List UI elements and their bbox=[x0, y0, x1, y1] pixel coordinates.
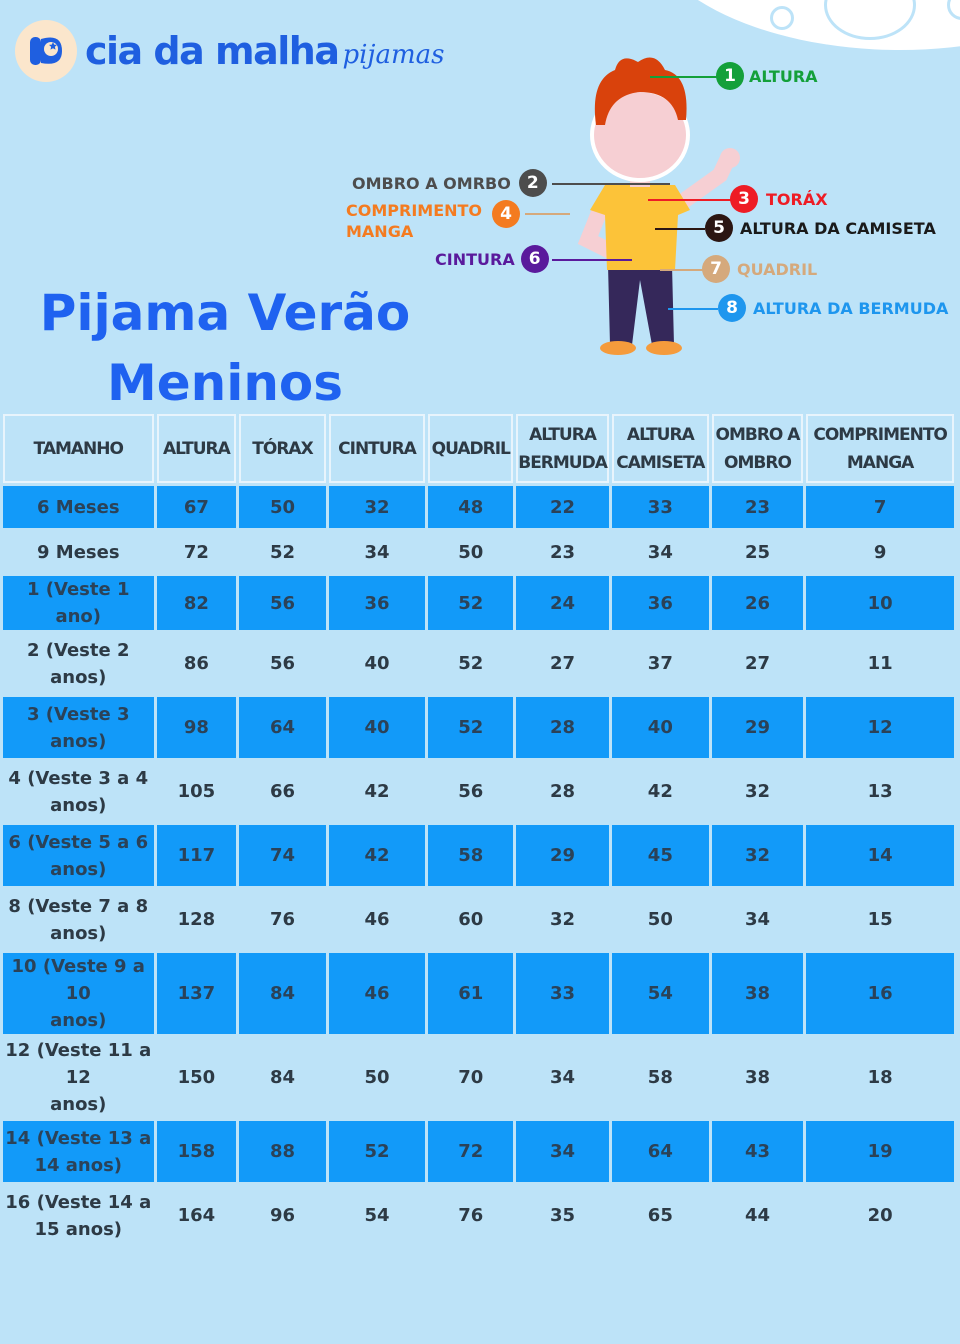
value-cell: 38 bbox=[744, 1067, 771, 1088]
value-cell: 72 bbox=[183, 541, 209, 563]
table-row bbox=[3, 889, 954, 950]
value-cell: 32 bbox=[550, 909, 576, 930]
leader-line bbox=[650, 76, 718, 78]
value-cell: 36 bbox=[612, 576, 709, 630]
size-cell: 14 (Veste 13 a 14 anos) bbox=[3, 1121, 154, 1182]
value-cell: 42 bbox=[647, 781, 673, 802]
value-cell: 117 bbox=[157, 825, 237, 886]
value-cell: 19 bbox=[806, 1121, 954, 1182]
value-cell: 54 bbox=[612, 953, 709, 1034]
value-cell: 29 bbox=[516, 825, 609, 886]
value-cell: 137 bbox=[157, 953, 237, 1034]
value-cell: 56 bbox=[239, 576, 325, 630]
value-cell: 9 bbox=[873, 541, 887, 563]
value-cell: 42 bbox=[329, 825, 426, 886]
value-cell: 61 bbox=[428, 953, 513, 1034]
value-cell: 24 bbox=[516, 576, 609, 630]
value-cell: 66 bbox=[269, 781, 296, 802]
leader-line bbox=[668, 308, 718, 310]
value-cell: 50 bbox=[364, 1067, 390, 1088]
callout-ombro bbox=[352, 169, 547, 197]
value-cell: 65 bbox=[647, 1205, 673, 1226]
title-line-2: Meninos bbox=[106, 354, 344, 412]
header-cintura: CINTURA bbox=[329, 414, 426, 483]
number-badge: 3 bbox=[730, 185, 758, 213]
callout-manga bbox=[346, 200, 520, 242]
value-cell: 56 bbox=[269, 653, 296, 674]
value-cell: 67 bbox=[157, 486, 237, 528]
leader-line bbox=[525, 213, 570, 215]
value-cell: 25 bbox=[744, 541, 771, 563]
table-row bbox=[3, 1037, 954, 1118]
value-cell: 26 bbox=[712, 576, 803, 630]
value-cell: 86 bbox=[183, 653, 209, 674]
value-cell: 11 bbox=[867, 653, 893, 674]
header-quadril: QUADRIL bbox=[428, 414, 513, 483]
callout-altura-camiseta bbox=[705, 214, 936, 242]
value-cell: 27 bbox=[550, 653, 576, 674]
number-badge: 4 bbox=[492, 200, 520, 228]
value-cell: 12 bbox=[806, 697, 954, 758]
number-badge: 2 bbox=[519, 169, 547, 197]
number-badge: 8 bbox=[718, 294, 746, 322]
callout-label: CINTURA bbox=[435, 249, 515, 269]
value-cell: 98 bbox=[157, 697, 237, 758]
value-cell: 13 bbox=[867, 781, 893, 802]
header-tamanho: TAMANHO bbox=[3, 414, 154, 483]
value-cell: 23 bbox=[712, 486, 803, 528]
value-cell: 7 bbox=[806, 486, 954, 528]
value-cell: 45 bbox=[612, 825, 709, 886]
size-cell: 10 (Veste 9 a 10 anos) bbox=[3, 953, 154, 1034]
value-cell: 72 bbox=[428, 1121, 513, 1182]
value-cell: 28 bbox=[550, 781, 576, 802]
value-cell: 96 bbox=[269, 1205, 296, 1226]
table-header-row bbox=[3, 414, 954, 483]
size-cell: 9 Meses bbox=[36, 541, 120, 563]
value-cell: 34 bbox=[550, 1067, 576, 1088]
bubble-decoration bbox=[770, 6, 794, 30]
value-cell: 64 bbox=[612, 1121, 709, 1182]
value-cell: 60 bbox=[458, 909, 484, 930]
table-row bbox=[3, 761, 954, 822]
leader-line bbox=[655, 228, 705, 230]
value-cell: 36 bbox=[329, 576, 426, 630]
page-title bbox=[20, 278, 430, 418]
value-cell: 84 bbox=[269, 1067, 296, 1088]
leader-line bbox=[648, 199, 733, 201]
table-row bbox=[3, 825, 954, 886]
value-cell: 52 bbox=[428, 697, 513, 758]
value-cell: 52 bbox=[329, 1121, 426, 1182]
value-cell: 32 bbox=[329, 486, 426, 528]
number-badge: 7 bbox=[702, 255, 730, 283]
size-cell: 6 (Veste 5 a 6 anos) bbox=[3, 825, 154, 886]
callout-label: TORÁX bbox=[766, 189, 828, 209]
title-line-1: Pijama Verão bbox=[39, 284, 411, 342]
size-cell: 16 (Veste 14 a 15 anos) bbox=[5, 1191, 152, 1240]
value-cell: 52 bbox=[458, 653, 484, 674]
value-cell: 34 bbox=[647, 541, 673, 563]
value-cell: 84 bbox=[239, 953, 325, 1034]
value-cell: 22 bbox=[516, 486, 609, 528]
value-cell: 38 bbox=[712, 953, 803, 1034]
value-cell: 10 bbox=[806, 576, 954, 630]
value-cell: 40 bbox=[329, 697, 426, 758]
number-badge: 1 bbox=[716, 62, 744, 90]
callout-label: QUADRIL bbox=[737, 259, 818, 279]
table-row bbox=[3, 531, 954, 573]
callout-label: ALTURA bbox=[749, 66, 818, 86]
value-cell: 40 bbox=[364, 653, 390, 674]
header-ombro-a-ombro: OMBRO A OMBRO bbox=[712, 414, 803, 483]
value-cell: 150 bbox=[177, 1067, 216, 1088]
value-cell: 14 bbox=[806, 825, 954, 886]
value-cell: 15 bbox=[867, 909, 893, 930]
size-cell: 4 (Veste 3 a 4 anos) bbox=[8, 767, 149, 816]
size-cell: 8 (Veste 7 a 8 anos) bbox=[8, 895, 149, 944]
size-cell: 1 (Veste 1 ano) bbox=[3, 576, 154, 630]
header-altura: ALTURA bbox=[157, 414, 237, 483]
value-cell: 46 bbox=[364, 909, 390, 930]
callout-quadril bbox=[702, 255, 817, 283]
brand-logo bbox=[15, 20, 445, 82]
value-cell: 56 bbox=[458, 781, 484, 802]
number-badge: 6 bbox=[521, 245, 549, 273]
value-cell: 32 bbox=[744, 781, 771, 802]
value-cell: 18 bbox=[867, 1067, 893, 1088]
value-cell: 164 bbox=[177, 1205, 216, 1226]
header-comprimento-manga: COMPRIMENTO MANGA bbox=[806, 414, 954, 483]
size-cell: 12 (Veste 11 a 12 anos) bbox=[5, 1040, 152, 1115]
value-cell: 34 bbox=[516, 1121, 609, 1182]
value-cell: 52 bbox=[269, 541, 296, 563]
callout-altura-bermuda bbox=[718, 294, 948, 322]
value-cell: 35 bbox=[550, 1205, 576, 1226]
callout-altura bbox=[716, 62, 818, 90]
header-altura-bermuda: ALTURA BERMUDA bbox=[516, 414, 609, 483]
table-row bbox=[3, 633, 954, 694]
value-cell: 52 bbox=[428, 576, 513, 630]
value-cell: 50 bbox=[647, 909, 673, 930]
value-cell: 74 bbox=[239, 825, 325, 886]
value-cell: 76 bbox=[458, 1205, 484, 1226]
size-cell: 2 (Veste 2 anos) bbox=[27, 639, 130, 688]
value-cell: 54 bbox=[364, 1205, 390, 1226]
value-cell: 88 bbox=[239, 1121, 325, 1182]
size-cell: 6 Meses bbox=[3, 486, 154, 528]
callout-cintura bbox=[435, 245, 549, 273]
header-altura-camiseta: ALTURA CAMISETA bbox=[612, 414, 709, 483]
value-cell: 128 bbox=[177, 909, 216, 930]
table-row bbox=[3, 953, 954, 1034]
value-cell: 33 bbox=[612, 486, 709, 528]
value-cell: 16 bbox=[806, 953, 954, 1034]
value-cell: 64 bbox=[239, 697, 325, 758]
callout-label: OMBRO A OMRBO bbox=[352, 173, 511, 193]
brand-subtitle: pijamas bbox=[342, 40, 445, 70]
value-cell: 32 bbox=[712, 825, 803, 886]
table-row bbox=[3, 1121, 954, 1182]
value-cell: 40 bbox=[612, 697, 709, 758]
callout-torax bbox=[730, 185, 828, 213]
value-cell: 34 bbox=[744, 909, 771, 930]
callout-label: ALTURA DA BERMUDA bbox=[753, 298, 949, 318]
value-cell: 37 bbox=[647, 653, 673, 674]
table-row bbox=[3, 1185, 954, 1246]
value-cell: 58 bbox=[647, 1067, 673, 1088]
value-cell: 27 bbox=[744, 653, 771, 674]
leader-line bbox=[552, 183, 670, 185]
value-cell: 82 bbox=[157, 576, 237, 630]
number-badge: 5 bbox=[705, 214, 733, 242]
value-cell: 46 bbox=[329, 953, 426, 1034]
value-cell: 43 bbox=[712, 1121, 803, 1182]
header-torax: TÓRAX bbox=[239, 414, 325, 483]
size-table bbox=[0, 411, 957, 1249]
value-cell: 50 bbox=[239, 486, 325, 528]
value-cell: 23 bbox=[550, 541, 576, 563]
value-cell: 20 bbox=[867, 1205, 893, 1226]
value-cell: 50 bbox=[458, 541, 484, 563]
leader-line bbox=[552, 259, 632, 261]
value-cell: 33 bbox=[516, 953, 609, 1034]
value-cell: 44 bbox=[744, 1205, 771, 1226]
brand-name: cia da malha bbox=[85, 29, 339, 73]
value-cell: 34 bbox=[364, 541, 390, 563]
callout-label: ALTURA DA CAMISETA bbox=[740, 218, 936, 238]
value-cell: 42 bbox=[364, 781, 390, 802]
value-cell: 158 bbox=[157, 1121, 237, 1182]
value-cell: 58 bbox=[428, 825, 513, 886]
size-cell: 3 (Veste 3 anos) bbox=[3, 697, 154, 758]
table-row bbox=[3, 576, 954, 630]
callout-label: COMPRIMENTO MANGA bbox=[346, 201, 483, 241]
table-row bbox=[3, 697, 954, 758]
table-row bbox=[3, 486, 954, 528]
value-cell: 28 bbox=[516, 697, 609, 758]
value-cell: 105 bbox=[177, 781, 216, 802]
value-cell: 48 bbox=[428, 486, 513, 528]
moon-logo-icon bbox=[15, 20, 77, 82]
leader-line bbox=[660, 269, 705, 271]
value-cell: 29 bbox=[712, 697, 803, 758]
value-cell: 76 bbox=[269, 909, 296, 930]
value-cell: 70 bbox=[458, 1067, 484, 1088]
